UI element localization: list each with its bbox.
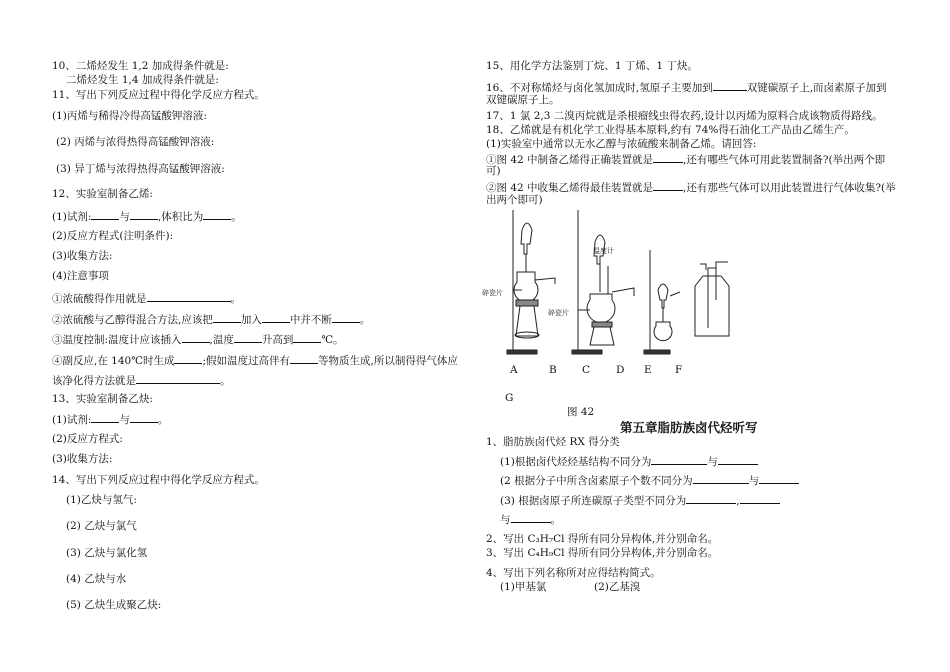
note-2: [52, 312, 370, 327]
note-text: 等物质生成,所以制得得气体应: [318, 355, 458, 367]
and-text: 与: [707, 456, 718, 468]
question-14-4: (4) 乙炔与水: [66, 573, 127, 585]
question-14-5: (5) 乙炔生成聚乙炔:: [66, 599, 162, 611]
answer-blank[interactable]: [262, 312, 290, 323]
chapter-q4: 4、写出下列名称所对应得结构简式。: [486, 567, 661, 579]
ratio-label: ,体积比为: [157, 211, 204, 223]
chapter-q3: 3、写出 C₄H₉Cl 得所有同分异构体,并分别命名。: [486, 547, 719, 559]
question-10b: 二烯烃发生 1,4 加成得条件就是:: [66, 74, 219, 86]
question-14-2: (2) 乙炔与氯气: [66, 520, 137, 532]
chapter-q1-3-cont: [500, 512, 561, 527]
note-text: ④副反应,在 140℃时生成: [52, 355, 175, 367]
and-text: 与: [119, 211, 130, 223]
question-18-i: [486, 152, 885, 167]
question-15: 15、用化学方法鉴别丁烷、1 丁烯、1 丁炔。: [486, 60, 698, 72]
note-text: ;假如温度过高伴有: [202, 355, 291, 367]
answer-blank[interactable]: [130, 412, 158, 423]
question-18-i-cont: 可): [486, 165, 501, 177]
question-11: 11、写出下列反应过程中得化学反应方程式。: [52, 89, 265, 101]
question-13-2: (2)反应方程式:: [52, 433, 123, 445]
end-punct: 。: [231, 211, 242, 223]
and-text: 与: [748, 475, 760, 487]
q16-text: 双键碳原子上,而卤素原子加到: [746, 82, 887, 94]
figure-letter-b: B: [549, 364, 557, 376]
question-11-1: (1)丙烯与稀得冷得高锰酸钾溶液:: [52, 110, 207, 122]
question-11-3: (3) 异丁烯与浓得热得高锰酸钾溶液:: [56, 163, 225, 175]
answer-blank[interactable]: [91, 412, 119, 423]
question-10a: 10、二烯烃发生 1,2 加成得条件就是:: [52, 60, 229, 72]
end-punct: 。: [359, 314, 371, 326]
answer-blank[interactable]: [182, 332, 210, 343]
chapter-title: 第五章脂肪族卤代烃听写: [620, 420, 758, 435]
q16-text: 16、不对称烯烃与卤化氢加成时,氢原子主要加到: [486, 82, 713, 94]
question-18: 18、乙烯就是有机化学工业得基本原料,约有 74%得石油化工产品由乙烯生产。: [486, 124, 855, 136]
note-1: [52, 291, 241, 306]
apparatus-figure: [480, 210, 740, 370]
q-text: (3) 根据卤原子所连碳原子类型不同分为: [500, 495, 687, 507]
apparatus-ab: [507, 210, 555, 354]
note-text: ①浓硫酸得作用就是: [52, 293, 147, 305]
apparatus-ef: [644, 250, 680, 354]
chapter-q2: 2、写出 C₃H₇Cl 得所有同分异构体,并分别命名。: [486, 533, 719, 545]
label-thermometer: 温度计: [593, 247, 614, 255]
end-punct: 。: [157, 414, 169, 426]
answer-blank[interactable]: [653, 152, 683, 163]
question-12-1: [52, 209, 242, 224]
figure-letter-c: C: [582, 364, 591, 376]
label-porcelain-1: 碎瓷片: [482, 289, 503, 297]
q18-text: ,还有哪些气体可用此装置制备?(举出两个即: [683, 154, 886, 166]
end-punct: 。: [550, 514, 561, 526]
chapter-q1-3: [500, 493, 780, 508]
question-18-1: (1)实验室中通常以无水乙醇与浓硫酸来制备乙烯。请回答:: [486, 138, 757, 150]
chapter-q4-2: (2)乙基溴: [594, 581, 641, 593]
note-4-cont: [52, 373, 231, 388]
answer-blank[interactable]: [718, 454, 758, 465]
end-punct: ℃。: [321, 334, 344, 346]
question-12-4: (4)注意事项: [52, 270, 109, 282]
answer-blank[interactable]: [213, 312, 241, 323]
label-porcelain-2: 碎瓷片: [548, 309, 569, 317]
answer-blank[interactable]: [653, 180, 683, 191]
answer-blank[interactable]: [130, 209, 158, 220]
note-text: ②浓硫酸与乙醇得混合方法,应该把: [52, 314, 213, 326]
question-12-2: (2)反应方程式(注明条件):: [52, 230, 174, 242]
answer-blank[interactable]: [759, 473, 799, 484]
figure-caption: 图 42: [567, 406, 595, 418]
answer-blank[interactable]: [511, 512, 551, 523]
and-text: 与: [119, 414, 130, 426]
question-12-3: (3)收集方法:: [52, 250, 113, 262]
answer-blank[interactable]: [91, 209, 119, 220]
answer-blank[interactable]: [740, 493, 780, 504]
question-13: 13、实验室制备乙炔:: [52, 393, 153, 405]
figure-letter-a: A: [510, 364, 518, 376]
figure-letter-d: D: [616, 364, 625, 376]
note-4: [52, 353, 458, 368]
reagent-label: (1)试剂:: [52, 211, 92, 223]
q-text: (1)根据卤代烃烃基结构不同分为: [500, 456, 652, 468]
figure-letter-e: E: [644, 364, 652, 376]
note-text: ③温度控制:温度计应该插入: [52, 334, 182, 346]
answer-blank[interactable]: [203, 209, 231, 220]
figure-letter-g: G: [505, 392, 514, 404]
reagent-label: (1)试剂:: [52, 414, 92, 426]
chapter-q1-2: [500, 473, 799, 488]
question-13-1: [52, 412, 168, 427]
figure-letter-f: F: [675, 364, 683, 376]
note-text: 中并不断: [289, 314, 332, 326]
answer-blank[interactable]: [290, 353, 318, 364]
question-18-ii-cont: 出两个即可): [486, 194, 543, 206]
q18-text: ②图 42 中收集乙烯得最佳装置就是: [486, 182, 654, 194]
question-12: 12、实验室制备乙烯:: [52, 188, 153, 200]
question-17: 17、1 氯 2,3 二溴丙烷就是杀根瘤线虫得农药,设计以丙烯为原料合成该物质得路线。: [486, 110, 883, 122]
answer-blank[interactable]: [693, 473, 749, 484]
chapter-q1-1: [500, 454, 758, 469]
question-13-3: (3)收集方法:: [52, 453, 113, 465]
note-text: ,温度: [209, 334, 234, 346]
answer-blank[interactable]: [147, 291, 231, 302]
end-punct: 。: [220, 375, 231, 387]
apparatus-cd: [572, 210, 634, 354]
apparatus-g: [695, 262, 729, 336]
q18-text: ①图 42 中制备乙烯得正确装置就是: [486, 154, 654, 166]
note-text: 升高到: [261, 334, 294, 346]
note-text: 该净化得方法就是: [52, 375, 136, 387]
question-11-2: (2) 丙烯与浓得热得高锰酸钾溶液:: [56, 136, 215, 148]
note-text: 加入: [240, 314, 262, 326]
answer-blank[interactable]: [174, 353, 202, 364]
question-14-3: (3) 乙炔与氯化氢: [66, 547, 148, 559]
end-punct: 。: [230, 293, 241, 305]
answer-blank[interactable]: [686, 493, 736, 504]
answer-blank[interactable]: [713, 80, 747, 91]
question-16: [486, 80, 887, 95]
chapter-q1: 1、脂肪族卤代烃 RX 得分类: [486, 436, 620, 448]
comma: ,: [736, 495, 740, 507]
question-18-ii: [486, 180, 896, 195]
answer-blank[interactable]: [332, 312, 360, 323]
and-text: 与: [500, 514, 511, 526]
q18-text: ,还有那些气体可以用此装置进行气体收集?(举: [683, 182, 896, 194]
q-text: (2 根据分子中所含卤素原子个数不同分为: [500, 475, 693, 487]
question-14: 14、写出下列反应过程中得化学反应方程式。: [52, 474, 265, 486]
answer-blank[interactable]: [651, 454, 707, 465]
note-3: [52, 332, 344, 347]
chapter-q4-1: (1)甲基氯: [500, 581, 547, 593]
question-14-1: (1)乙炔与氢气:: [66, 494, 137, 506]
answer-blank[interactable]: [293, 332, 321, 343]
question-16-cont: 双键碳原子上。: [486, 94, 560, 106]
answer-blank[interactable]: [136, 373, 220, 384]
answer-blank[interactable]: [234, 332, 262, 343]
